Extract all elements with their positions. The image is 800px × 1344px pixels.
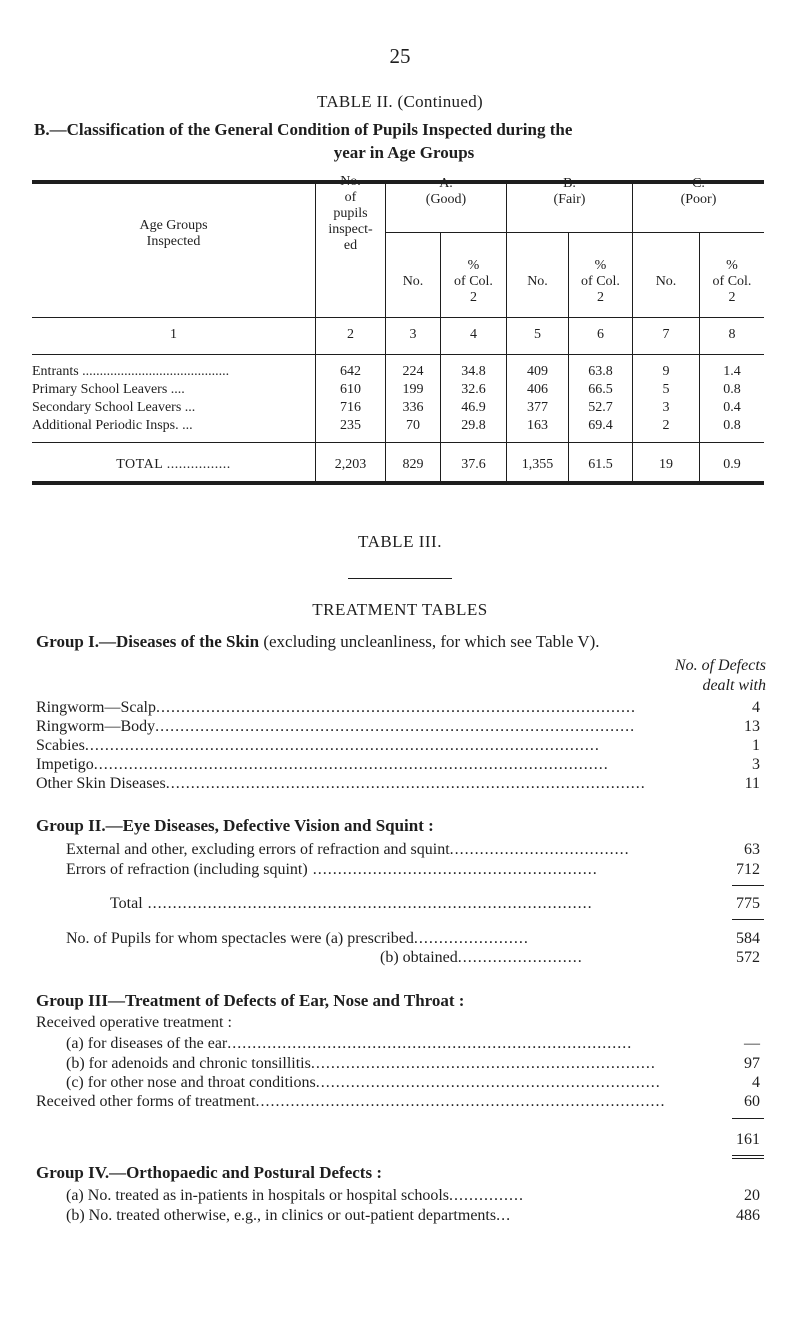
- subtotal-rule: [732, 885, 764, 886]
- item-label: (b) No. treated otherwise, e.g., in clinics or out-patient departments: [66, 1207, 497, 1224]
- colnum-3: 3: [409, 327, 417, 342]
- row-cell: 406: [527, 382, 548, 397]
- item-value: 13: [744, 718, 760, 735]
- row-cell: 70: [406, 418, 420, 433]
- colnum-1: 1: [170, 327, 177, 342]
- section-divider: [348, 578, 452, 579]
- table2-caption: [34, 118, 774, 164]
- table2-title: TABLE II. (Continued): [317, 92, 483, 111]
- total-rule: [32, 442, 764, 443]
- row-cell: 46.9: [461, 400, 486, 415]
- item-value: 60: [744, 1093, 760, 1110]
- item-value: 20: [744, 1187, 760, 1204]
- leader-dots: .........................................................................................: [142, 895, 593, 912]
- spectacles-obtained-value: 572: [736, 949, 760, 966]
- colnum-8: 8: [728, 327, 736, 342]
- row-cell: 29.8: [461, 418, 486, 433]
- item-value: 486: [736, 1207, 760, 1224]
- leader-dots: ...: [496, 1207, 512, 1224]
- group4-heading: Group IV.—Orthopaedic and Postural Defects :: [36, 1163, 382, 1182]
- spectacles-obtained-label: (b) obtained: [380, 949, 458, 966]
- leader-dots: .....................................................................: [310, 1055, 656, 1072]
- row-label: Primary School Leavers ....: [32, 382, 185, 397]
- row-label: Secondary School Leavers ...: [32, 400, 196, 415]
- table-bottom-rule: [32, 481, 764, 485]
- colnum-4: 4: [470, 327, 477, 342]
- header-group-a: A. (Good): [425, 176, 467, 207]
- item-value: 712: [736, 861, 760, 878]
- leader-dots: ................................................................................................: [156, 699, 636, 716]
- row-cell: 199: [402, 382, 424, 397]
- row-cell: 3: [662, 400, 670, 415]
- row-cell: 0.8: [723, 418, 741, 433]
- subheader-a-pct: % of Col. 2: [454, 258, 493, 305]
- item-label: (a) for diseases of the ear: [66, 1035, 228, 1052]
- table2-caption-line1: B.—Classification of the General Condition of Pupils Inspected during the: [34, 120, 573, 139]
- row-cell: 0.4: [723, 400, 741, 415]
- leader-dots: .................................................................................: [227, 1035, 633, 1052]
- row-cell: 377: [527, 400, 548, 415]
- group2-heading: Group II.—Eye Diseases, Defective Vision and Squint :: [36, 816, 434, 835]
- subheader-b-pct: % of Col. 2: [581, 258, 620, 305]
- leader-dots: ...............: [449, 1187, 525, 1204]
- item-label: Errors of refraction (including squint): [66, 861, 308, 878]
- leader-dots: ................................................................................................: [155, 718, 636, 735]
- group-subheader-rule: [385, 232, 764, 233]
- total-cell: 61.5: [588, 457, 613, 472]
- leader-dots: ..................................................................................: [255, 1093, 666, 1110]
- leader-dots: .......................: [413, 930, 529, 947]
- total-cell: 829: [402, 457, 424, 472]
- subheader-c-no: No.: [655, 274, 677, 289]
- leader-dots: ................................................................................................: [165, 775, 646, 792]
- row-cell: 224: [402, 364, 424, 379]
- total-label: Total: [110, 895, 143, 912]
- row-cell: 9: [662, 364, 670, 379]
- leader-dots: .....................................................................: [315, 1074, 661, 1091]
- colnum-2: 2: [347, 327, 354, 342]
- row-cell: 716: [340, 400, 361, 415]
- table3-title: TABLE III.: [358, 532, 442, 551]
- row-cell: 63.8: [588, 364, 613, 379]
- total-value: 775: [736, 895, 760, 912]
- item-value: 63: [744, 841, 760, 858]
- group3-heading: Group III—Treatment of Defects of Ear, Nose and Throat :: [36, 991, 465, 1010]
- item-value: —: [744, 1035, 760, 1052]
- double-rule-top: [732, 1155, 764, 1156]
- row-cell: 32.6: [461, 382, 486, 397]
- subheader-b-no: No.: [527, 274, 548, 289]
- row-cell: 0.8: [723, 382, 741, 397]
- spectacles-prescribed-value: 584: [736, 930, 760, 947]
- header-group-c: C. (Poor): [680, 176, 717, 207]
- row-cell: 52.7: [588, 400, 613, 415]
- page-number: 25: [389, 44, 411, 68]
- header-group-b: B. (Fair): [553, 176, 586, 207]
- item-value: 3: [752, 756, 760, 773]
- row-label: Entrants ..........................................: [32, 364, 230, 379]
- total-rule: [732, 919, 764, 920]
- leader-dots: .........................................................: [307, 861, 598, 878]
- leader-dots: .......................................................................................................: [84, 737, 600, 754]
- operative-treatment-label: Received operative treatment :: [36, 1014, 232, 1031]
- subtotal-rule: [732, 1118, 764, 1119]
- total-cell: 19: [659, 457, 673, 472]
- total-cell: 2,203: [334, 457, 367, 472]
- colnum-rule: [32, 354, 764, 355]
- item-value: 11: [744, 775, 760, 792]
- colnum-5: 5: [534, 327, 541, 342]
- item-label: External and other, excluding errors of refraction and squint: [66, 841, 450, 858]
- total-cell: 0.9: [723, 457, 741, 472]
- item-label: Other Skin Diseases: [36, 775, 166, 792]
- row-cell: 66.5: [588, 382, 613, 397]
- row-cell: 69.4: [588, 418, 613, 433]
- row-cell: 1.4: [723, 364, 741, 379]
- header-rule: [32, 317, 764, 318]
- row-cell: 34.8: [461, 364, 486, 379]
- total-cell: 1,355: [521, 457, 554, 472]
- item-label: (c) for other nose and throat conditions: [66, 1074, 316, 1091]
- row-cell: 409: [527, 364, 548, 379]
- row-label: Additional Periodic Insps. ...: [32, 418, 193, 433]
- colnum-7: 7: [662, 327, 670, 342]
- leader-dots: .......................................................................................................: [93, 756, 609, 773]
- row-cell: 163: [527, 418, 548, 433]
- item-value: 97: [744, 1055, 760, 1072]
- item-value: 1: [752, 737, 760, 754]
- item-value: 4: [752, 699, 760, 716]
- total-cell: 37.6: [461, 457, 486, 472]
- row-cell: 5: [662, 382, 670, 397]
- total-label: TOTAL ................: [116, 457, 231, 472]
- subheader-c-pct: % of Col. 2: [712, 258, 752, 305]
- row-cell: 235: [340, 418, 361, 433]
- general-condition-table: [32, 174, 764, 485]
- item-label: Received other forms of treatment: [36, 1093, 256, 1110]
- row-cell: 642: [340, 364, 361, 379]
- item-label: (b) for adenoids and chronic tonsillitis: [66, 1055, 311, 1072]
- spectacles-prescribed-label: No. of Pupils for whom spectacles were (a) prescribed: [66, 930, 414, 947]
- row-cell: 2: [662, 418, 670, 433]
- subheader-a-no: No.: [402, 274, 424, 289]
- item-label: Ringworm—Body: [36, 718, 156, 735]
- group3-total-value: 161: [736, 1131, 760, 1148]
- leader-dots: .........................: [457, 949, 583, 966]
- item-label: Scabies: [36, 737, 85, 754]
- row-cell: 610: [340, 382, 361, 397]
- defects-column-note: No. of Defects dealt with: [674, 657, 766, 694]
- item-label: (a) No. treated as in-patients in hospitals or hospital schools: [66, 1187, 450, 1204]
- row-cell: 336: [402, 400, 424, 415]
- colnum-6: 6: [597, 327, 604, 342]
- leader-dots: ....................................: [449, 841, 630, 858]
- header-pupils: No. of pupils inspect- ed: [328, 174, 373, 253]
- item-label: Ringworm—Scalp: [36, 699, 156, 716]
- item-value: 4: [752, 1074, 760, 1091]
- item-label: Impetigo: [36, 756, 94, 773]
- table2-caption-line2: year in Age Groups: [333, 143, 475, 162]
- double-rule-bottom: [732, 1158, 764, 1159]
- treatment-tables-heading: TREATMENT TABLES: [312, 600, 488, 619]
- header-age-groups: Age Groups Inspected: [139, 218, 208, 249]
- group1-heading: Group I.—Diseases of the Skin (excluding uncleanliness, for which see Table V).: [36, 632, 600, 651]
